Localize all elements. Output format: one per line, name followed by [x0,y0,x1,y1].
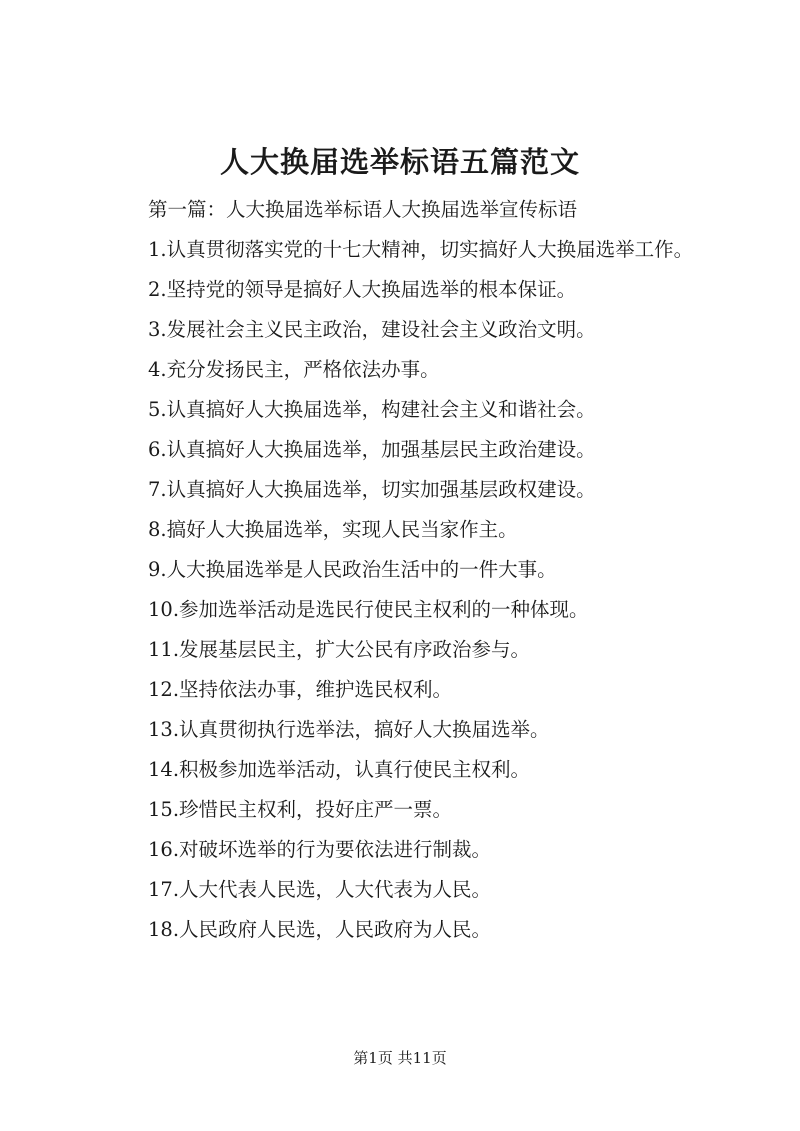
slogan-item-16: 16.对破坏选举的行为要依法进行制裁。 [148,838,492,861]
slogan-item-11: 11.发展基层民主，扩大公民有序政治参与。 [148,638,531,661]
slogan-item-15: 15.珍惜民主权利，投好庄严一票。 [148,798,453,821]
section-heading: 第一篇：人大换届选举标语人大换届选举宣传标语 [148,198,578,221]
slogan-item-5: 5.认真搞好人大换届选举，构建社会主义和谐社会。 [148,398,596,421]
slogan-item-14: 14.积极参加选举活动，认真行使民主权利。 [148,758,531,781]
page-footer: 第1页 共11页 [353,1049,447,1067]
slogan-item-3: 3.发展社会主义民主政治，建设社会主义政治文明。 [148,318,596,341]
slogan-item-2: 2.坚持党的领导是搞好人大换届选举的根本保证。 [148,278,577,301]
document-title: 人大换届选举标语五篇范文 [219,145,580,179]
slogan-item-6: 6.认真搞好人大换届选举，加强基层民主政治建设。 [148,438,596,461]
slogan-item-1: 1.认真贯彻落实党的十七大精神，切实搞好人大换届选举工作。 [148,238,694,261]
slogan-item-10: 10.参加选举活动是选民行使民主权利的一种体现。 [148,598,589,621]
slogan-item-12: 12.坚持依法办事，维护选民权利。 [148,678,453,701]
document-body [108,190,708,950]
slogan-item-4: 4.充分发扬民主，严格依法办事。 [148,358,440,381]
slogan-item-9: 9.人大换届选举是人民政治生活中的一件大事。 [148,558,557,581]
slogan-item-8: 8.搞好人大换届选举，实现人民当家作主。 [148,518,518,541]
slogan-item-7: 7.认真搞好人大换届选举，切实加强基层政权建设。 [148,478,596,501]
slogan-item-17: 17.人大代表人民选，人大代表为人民。 [148,878,492,901]
slogan-item-13: 13.认真贯彻执行选举法，搞好人大换届选举。 [148,718,550,741]
slogan-item-18: 18.人民政府人民选，人民政府为人民。 [148,918,492,941]
